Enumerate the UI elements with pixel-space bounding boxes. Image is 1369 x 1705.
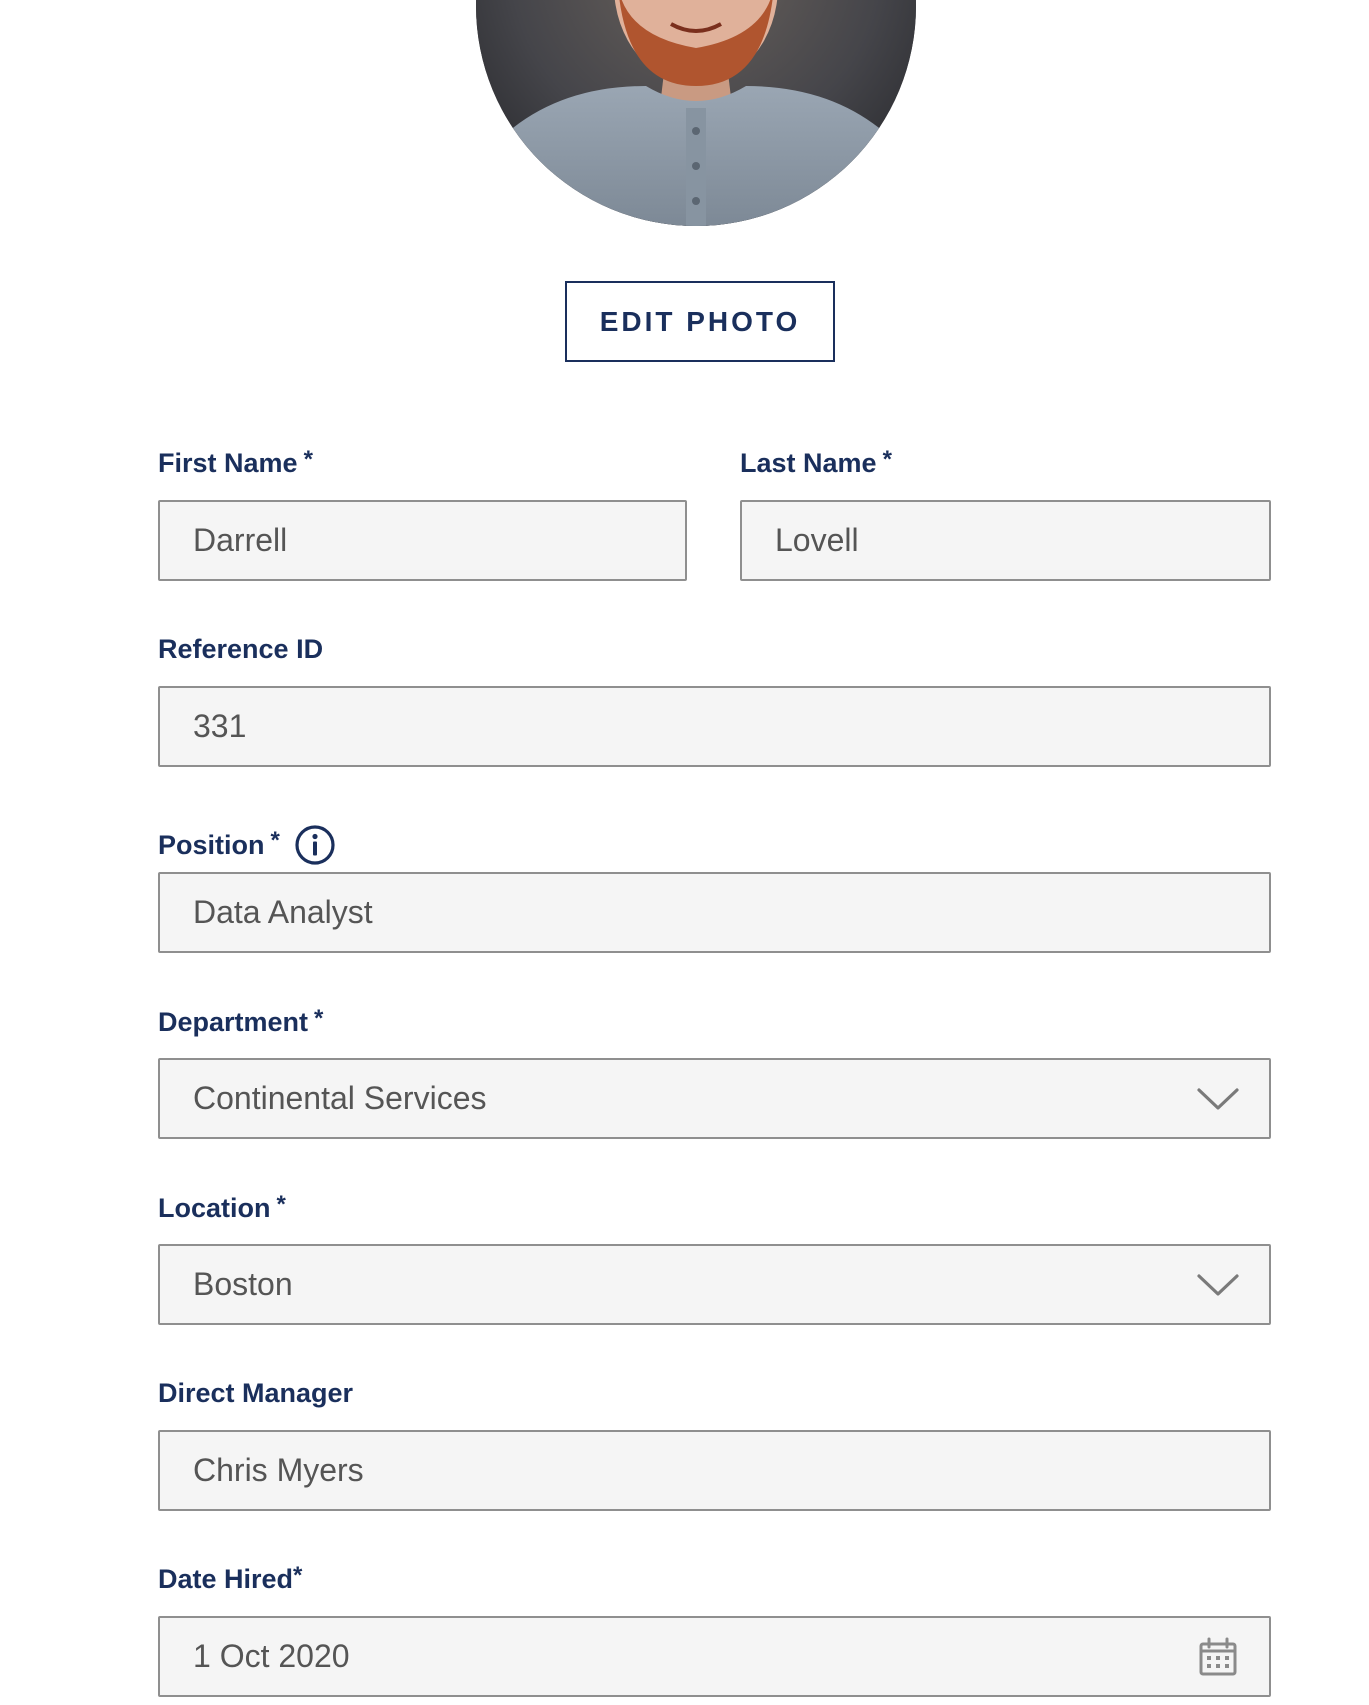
position-label-text: Position	[158, 829, 265, 860]
chevron-down-icon[interactable]	[1193, 1260, 1243, 1310]
last-name-label	[740, 445, 892, 479]
date-hired-input[interactable]	[158, 1616, 1271, 1697]
reference-id-input[interactable]	[158, 686, 1271, 767]
reference-id-label	[158, 634, 323, 665]
first-name-label-text: First Name	[158, 448, 298, 478]
location-select[interactable]	[158, 1244, 1271, 1325]
direct-manager-value: Chris Myers	[193, 1452, 364, 1488]
last-name-label-text: Last Name	[740, 448, 877, 478]
department-select[interactable]	[158, 1058, 1271, 1139]
date-hired-value: 1 Oct 2020	[193, 1638, 350, 1674]
position-input[interactable]	[158, 872, 1271, 953]
date-hired-label	[158, 1561, 303, 1595]
position-label	[158, 824, 336, 866]
date-hired-label-text: Date Hired	[158, 1564, 294, 1594]
direct-manager-label	[158, 1378, 353, 1409]
required-asterisk: *	[270, 827, 280, 854]
last-name-value: Lovell	[775, 522, 859, 558]
department-label	[158, 1004, 324, 1038]
location-label-text: Location	[158, 1193, 271, 1223]
position-value: Data Analyst	[193, 894, 373, 930]
chevron-down-icon[interactable]	[1193, 1074, 1243, 1124]
profile-photo	[476, 0, 916, 226]
last-name-input[interactable]	[740, 500, 1271, 581]
required-asterisk: *	[882, 445, 892, 473]
edit-photo-button[interactable]: EDIT PHOTO	[565, 281, 835, 362]
reference-id-label-text: Reference ID	[158, 634, 324, 664]
first-name-input[interactable]	[158, 500, 687, 581]
department-value: Continental Services	[193, 1080, 487, 1116]
direct-manager-input[interactable]	[158, 1430, 1271, 1511]
first-name-label	[158, 445, 313, 479]
required-asterisk: *	[276, 1190, 286, 1218]
location-value: Boston	[193, 1266, 293, 1302]
info-icon[interactable]	[294, 824, 336, 866]
reference-id-value: 331	[193, 708, 247, 744]
required-asterisk: *	[303, 445, 313, 473]
required-asterisk: *	[293, 1561, 303, 1589]
department-label-text: Department	[158, 1007, 309, 1037]
required-asterisk: *	[314, 1004, 324, 1032]
avatar	[476, 0, 916, 226]
location-label	[158, 1190, 286, 1224]
first-name-value: Darrell	[193, 522, 288, 558]
calendar-icon[interactable]	[1193, 1632, 1243, 1682]
direct-manager-label-text: Direct Manager	[158, 1378, 354, 1408]
